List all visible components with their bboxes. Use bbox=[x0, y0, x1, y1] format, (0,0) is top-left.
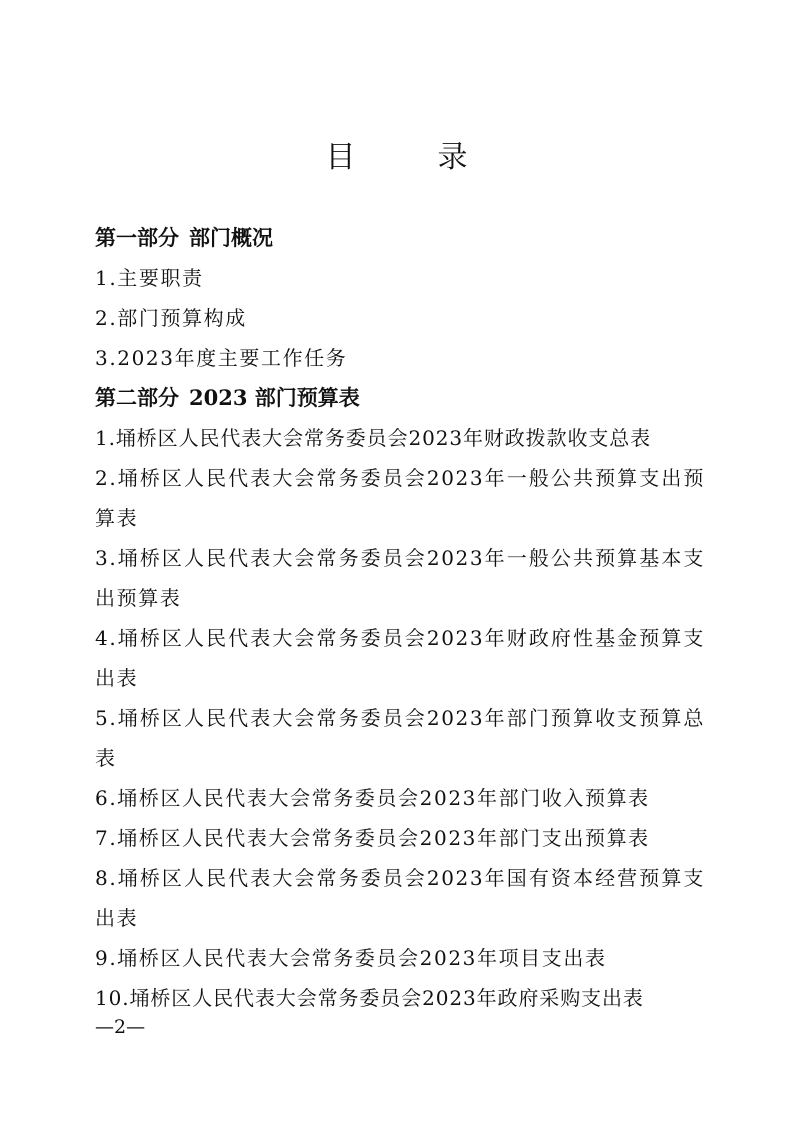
toc-list-part-1 bbox=[95, 258, 705, 378]
toc-item: 9.埇桥区人民代表大会常务委员会2023年项目支出表 bbox=[95, 946, 607, 970]
toc-item: 4.埇桥区人民代表大会常务委员会2023年财政府性基金预算支出表 bbox=[95, 626, 705, 690]
section-heading-part-1 bbox=[95, 218, 705, 258]
page-number: —2— bbox=[95, 1016, 146, 1038]
toc-item: 2.埇桥区人民代表大会常务委员会2023年一般公共预算支出预算表 bbox=[95, 466, 705, 530]
toc-item: 8.埇桥区人民代表大会常务委员会2023年国有资本经营预算支出表 bbox=[95, 866, 705, 930]
toc-item: 2.部门预算构成 bbox=[95, 306, 247, 330]
toc-item: 6.埇桥区人民代表大会常务委员会2023年部门收入预算表 bbox=[95, 786, 650, 810]
toc-item: 7.埇桥区人民代表大会常务委员会2023年部门支出预算表 bbox=[95, 826, 650, 850]
table-of-contents bbox=[95, 218, 705, 1018]
section-name: 部门概况 bbox=[189, 225, 273, 250]
toc-item: 1.埇桥区人民代表大会常务委员会2023年财政拨款收支总表 bbox=[95, 426, 652, 450]
section-part-label: 第二部分 bbox=[95, 385, 179, 410]
page-title: 目 录 bbox=[325, 140, 494, 175]
toc-list-part-2 bbox=[95, 418, 705, 1018]
toc-item: 1.主要职责 bbox=[95, 266, 204, 290]
section-heading-part-2 bbox=[95, 378, 705, 418]
toc-item: 3.埇桥区人民代表大会常务委员会2023年一般公共预算基本支出预算表 bbox=[95, 546, 705, 610]
section-name: 2023 部门预算表 bbox=[189, 385, 360, 410]
toc-item: 5.埇桥区人民代表大会常务委员会2023年部门预算收支预算总表 bbox=[95, 706, 705, 770]
section-part-label: 第一部分 bbox=[95, 225, 179, 250]
toc-item: 10.埇桥区人民代表大会常务委员会2023年政府采购支出表 bbox=[95, 986, 644, 1010]
toc-item: 3.2023年度主要工作任务 bbox=[95, 346, 348, 370]
